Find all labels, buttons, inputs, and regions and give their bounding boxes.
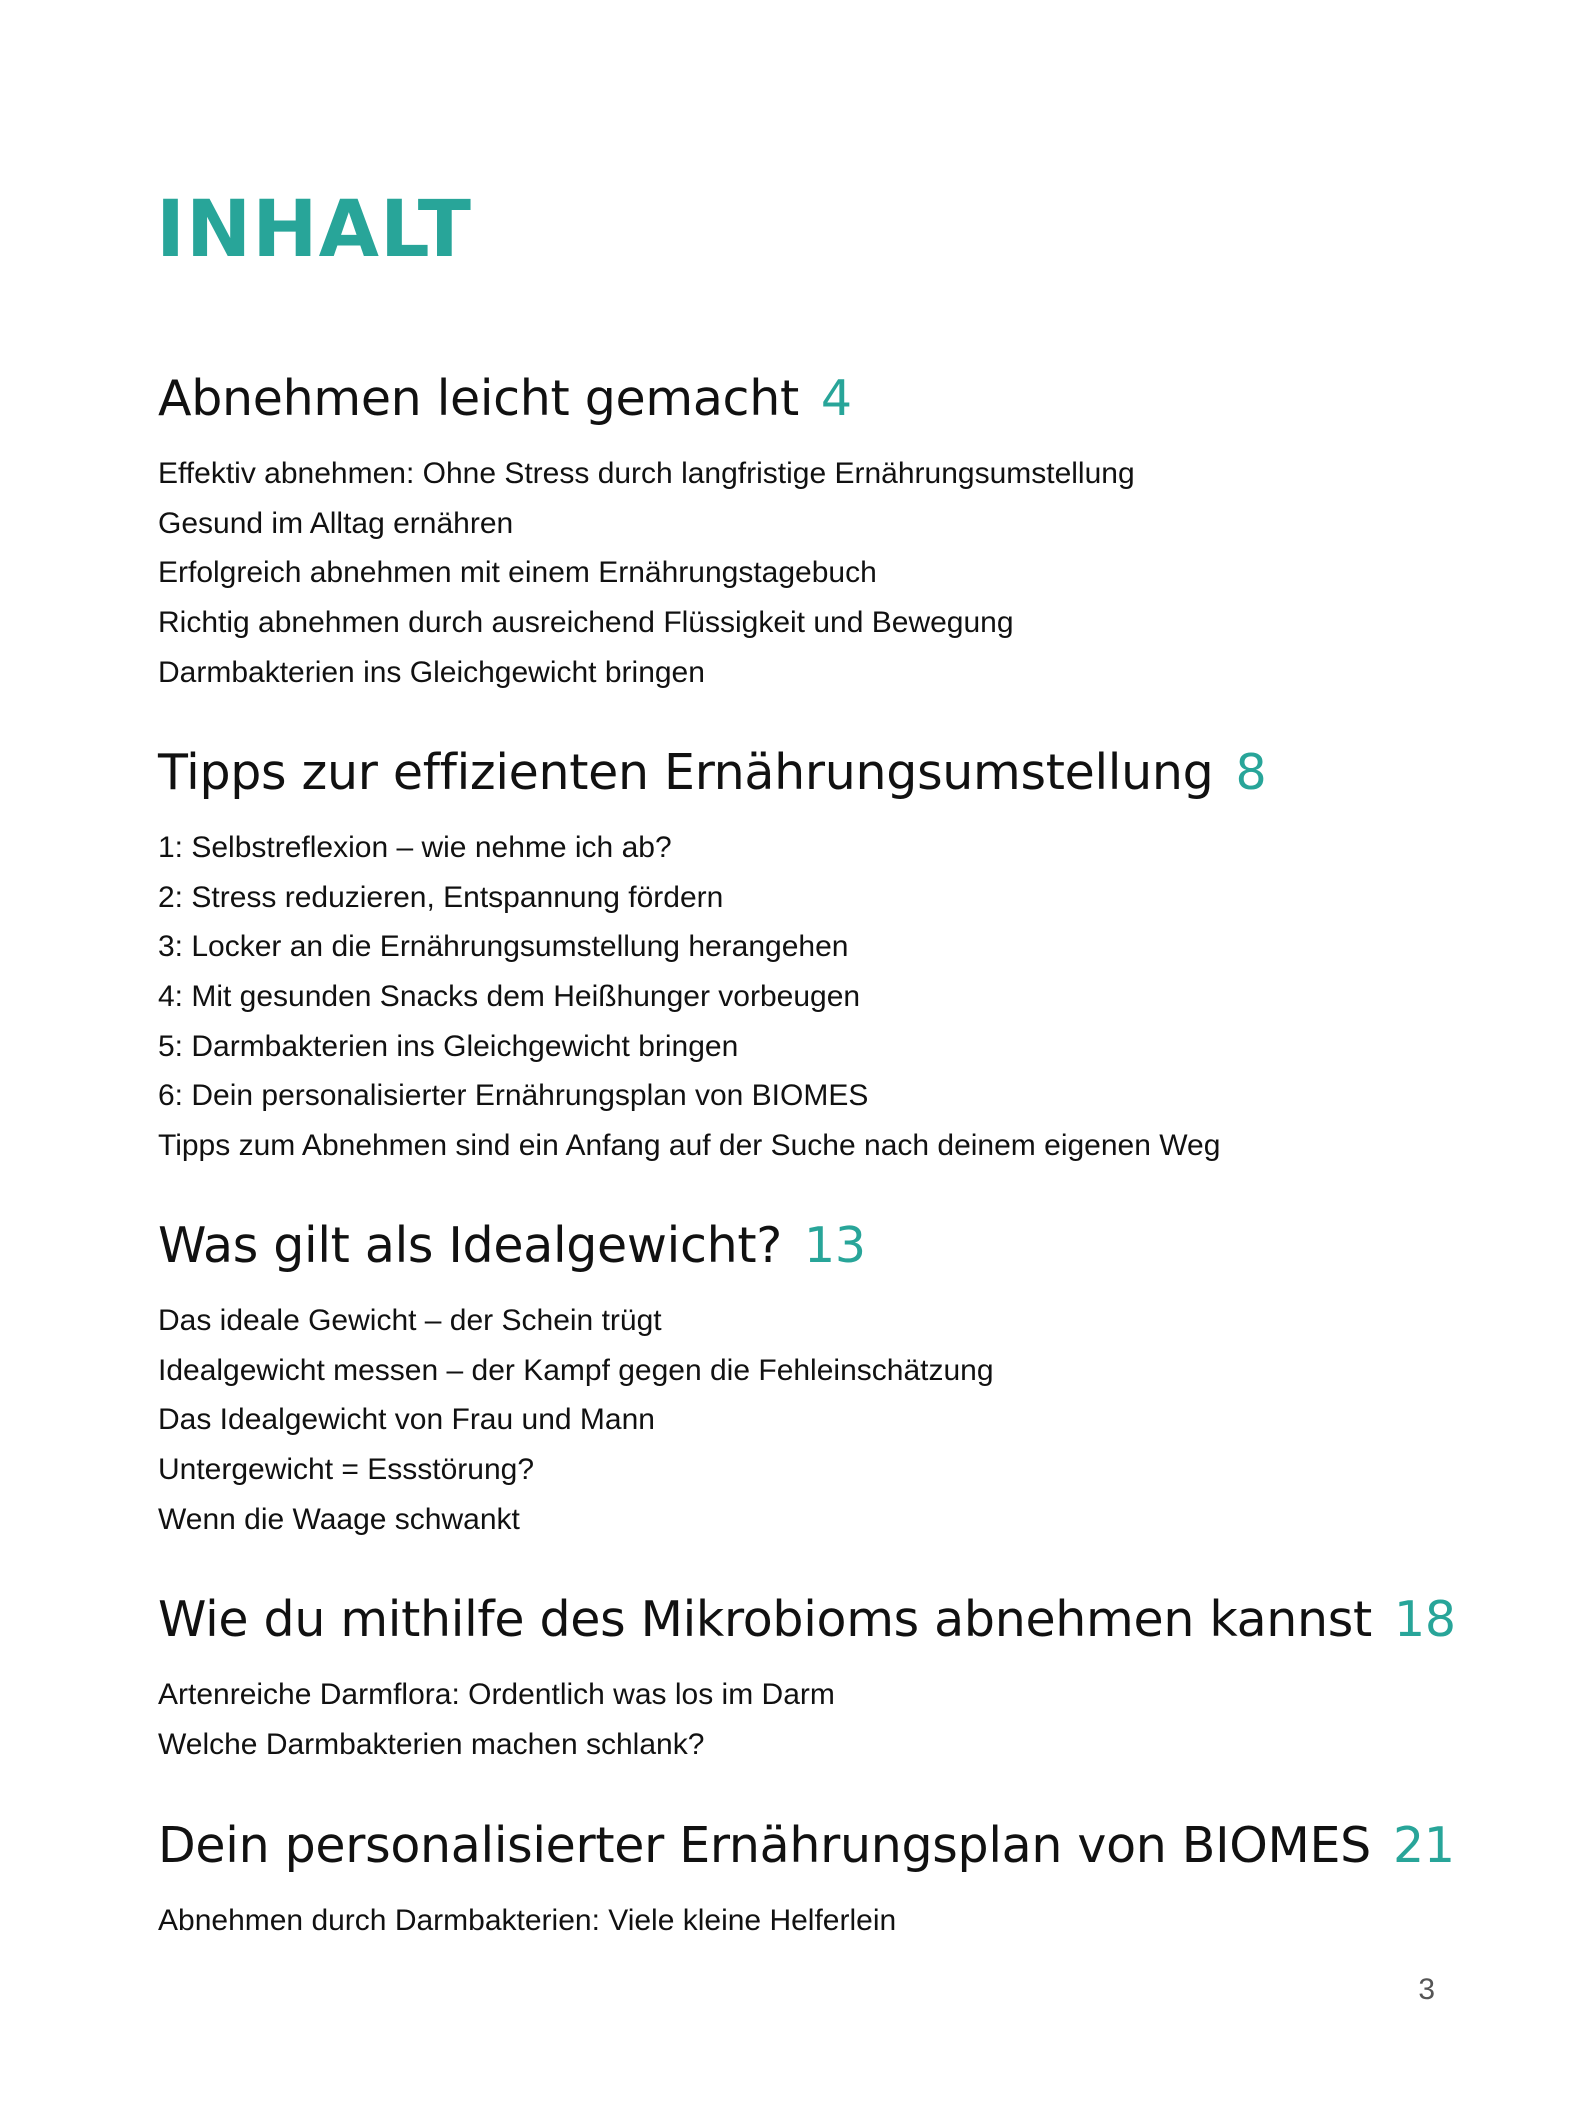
- section-entries: [158, 823, 1458, 1171]
- toc-entry[interactable]: Untergewicht = Essstörung?: [158, 1453, 535, 1487]
- toc-entry[interactable]: Effektiv abnehmen: Ohne Stress durch langfristige Ernährungsumstellung: [158, 457, 1135, 490]
- section-title: Dein personalisierter Ernährungsplan von BIOMES: [158, 1817, 1371, 1874]
- toc-entry[interactable]: Darmbakterien ins Gleichgewicht bringen: [158, 655, 705, 689]
- section-heading[interactable]: [158, 364, 1458, 434]
- toc-entry[interactable]: 5: Darmbakterien ins Gleichgewicht bringen: [158, 1029, 739, 1063]
- toc-entry[interactable]: 2: Stress reduzieren, Entspannung fördern: [158, 880, 724, 914]
- section-entries: [158, 1896, 1458, 1946]
- toc-entry[interactable]: Gesund im Alltag ernähren: [158, 506, 514, 540]
- toc-entry[interactable]: Welche Darmbakterien machen schlank?: [158, 1727, 705, 1761]
- toc-entry[interactable]: Idealgewicht messen – der Kampf gegen die Fehleinschätzung: [158, 1353, 994, 1387]
- page-title: INHALT: [156, 185, 472, 275]
- section-heading[interactable]: [158, 1585, 1458, 1655]
- section-heading[interactable]: [158, 738, 1458, 808]
- section-title: Was gilt als Idealgewicht?: [158, 1217, 783, 1274]
- toc-entry[interactable]: 1: Selbstreflexion – wie nehme ich ab?: [158, 831, 672, 864]
- toc-entry[interactable]: Artenreiche Darmflora: Ordentlich was los im Darm: [158, 1678, 835, 1711]
- section-title: Wie du mithilfe des Mikrobioms abnehmen kannst: [158, 1591, 1372, 1648]
- toc-section: [158, 1811, 1458, 1946]
- toc-entry[interactable]: Wenn die Waage schwankt: [158, 1502, 520, 1536]
- section-entries: [158, 1670, 1458, 1769]
- toc-section: [158, 1585, 1458, 1769]
- section-page-number: 8: [1235, 744, 1267, 801]
- section-entries: [158, 449, 1458, 697]
- toc-section: [158, 1211, 1458, 1544]
- toc-entry[interactable]: Das Idealgewicht von Frau und Mann: [158, 1403, 655, 1437]
- toc-entry[interactable]: 4: Mit gesunden Snacks dem Heißhunger vorbeugen: [158, 980, 861, 1014]
- section-heading[interactable]: [158, 1811, 1458, 1881]
- section-title: Abnehmen leicht gemacht: [158, 370, 799, 427]
- section-page-number: 21: [1392, 1817, 1455, 1874]
- toc-entry[interactable]: Erfolgreich abnehmen mit einem Ernährungstagebuch: [158, 556, 877, 590]
- toc-section: [158, 364, 1458, 697]
- toc-entry[interactable]: Abnehmen durch Darmbakterien: Viele kleine Helferlein: [158, 1904, 897, 1937]
- toc-section: [158, 738, 1458, 1171]
- page-number: 3: [1418, 1973, 1435, 2006]
- toc-entry[interactable]: 3: Locker an die Ernährungsumstellung herangehen: [158, 930, 849, 964]
- toc-entry[interactable]: Tipps zum Abnehmen sind ein Anfang auf der Suche nach deinem eigenen Weg: [158, 1129, 1221, 1163]
- section-page-number: 13: [804, 1217, 866, 1274]
- section-page-number: 18: [1393, 1591, 1456, 1648]
- section-heading[interactable]: [158, 1211, 1458, 1281]
- section-entries: [158, 1296, 1458, 1544]
- toc-entry[interactable]: Das ideale Gewicht – der Schein trügt: [158, 1304, 662, 1337]
- toc-entry[interactable]: 6: Dein personalisierter Ernährungsplan von BIOMES: [158, 1079, 869, 1113]
- section-page-number: 4: [820, 370, 852, 427]
- section-title: Tipps zur effizienten Ernährungsumstellung: [158, 744, 1214, 801]
- toc-entry[interactable]: Richtig abnehmen durch ausreichend Flüssigkeit und Bewegung: [158, 606, 1014, 640]
